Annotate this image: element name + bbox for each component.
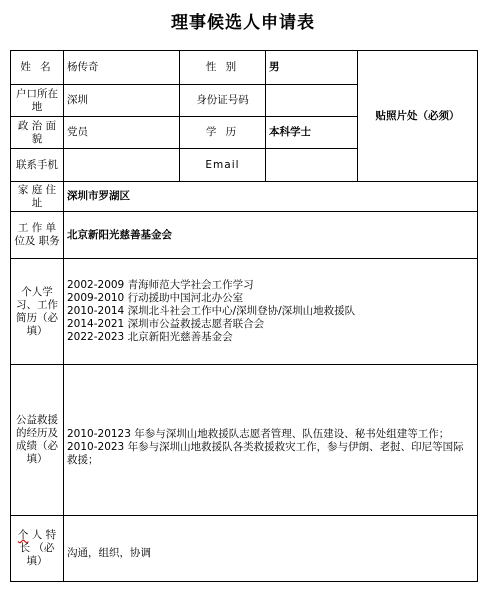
row-name [11,51,478,85]
address-value[interactable]: 深圳市罗湖区 [64,182,478,212]
politics-label: 政 治 面 貌 [11,117,64,149]
education-value[interactable]: 本科学士 [266,117,358,149]
resume-line: 2014-2021 深圳市公益救援志愿者联合会 [67,318,265,330]
specialty-label-rest: 人 特 长 （必填） [19,529,57,567]
specialty-label [11,516,64,582]
resume-line: 2002-2009 青海师范大学社会工作学习 [67,279,254,291]
id-number-value[interactable] [266,85,358,117]
phone-value[interactable] [64,149,180,182]
charity-label: 公益救援的经历及成绩（必填） [11,365,64,516]
row-charity [11,365,478,516]
hukou-value[interactable]: 深圳 [64,85,180,117]
row-specialty [11,516,478,582]
application-form-table [10,50,478,582]
work-value[interactable]: 北京新阳光慈善基金会 [64,212,478,259]
resume-line: 2010-2014 深圳北斗社会工作中心/深圳登协/深圳山地救援队 [67,305,356,317]
politics-value[interactable]: 党员 [64,117,180,149]
resume-line: 2009-2010 行动援助中国河北办公室 [67,292,244,304]
address-label: 家 庭 住 址 [11,182,64,212]
charity-paragraph: 2010-2023 年参与深圳山地救援队各类救援救灾工作，参与伊朗、老挝、印尼等国际救援； [67,440,464,466]
form-title: 理事候选人申请表 [171,13,315,33]
row-resume [11,259,478,365]
row-work [11,212,478,259]
hukou-label: 户口所在地 [11,85,64,117]
row-address [11,182,478,212]
email-label: Email [180,149,266,182]
id-number-label: 身份证号码 [180,85,266,117]
resume-line: 2022-2023 北京新阳光慈善基金会 [67,331,233,343]
photo-placeholder[interactable]: 贴照片处（必须） [358,51,478,182]
name-value[interactable]: 杨传奇 [64,51,180,85]
work-label: 工 作 单 位及 职务 [11,212,64,259]
gender-label: 性 别 [180,51,266,85]
resume-value[interactable] [64,259,478,365]
charity-value[interactable] [64,365,478,516]
email-value[interactable] [266,149,358,182]
charity-paragraph: 2010-20123 年参与深圳山地救援队志愿者管理、队伍建设、秘书处组建等工作； [67,427,450,440]
education-label: 学 历 [180,117,266,149]
resume-lines [67,279,474,344]
name-label: 姓 名 [11,51,64,85]
resume-label: 个人学习、工作简历（必填） [11,259,64,365]
specialty-value[interactable]: 沟通，组织，协调 [64,516,478,582]
phone-label: 联系手机 [11,149,64,182]
specialty-label-first-char: 个 [17,529,29,541]
gender-value[interactable]: 男 [266,51,358,85]
